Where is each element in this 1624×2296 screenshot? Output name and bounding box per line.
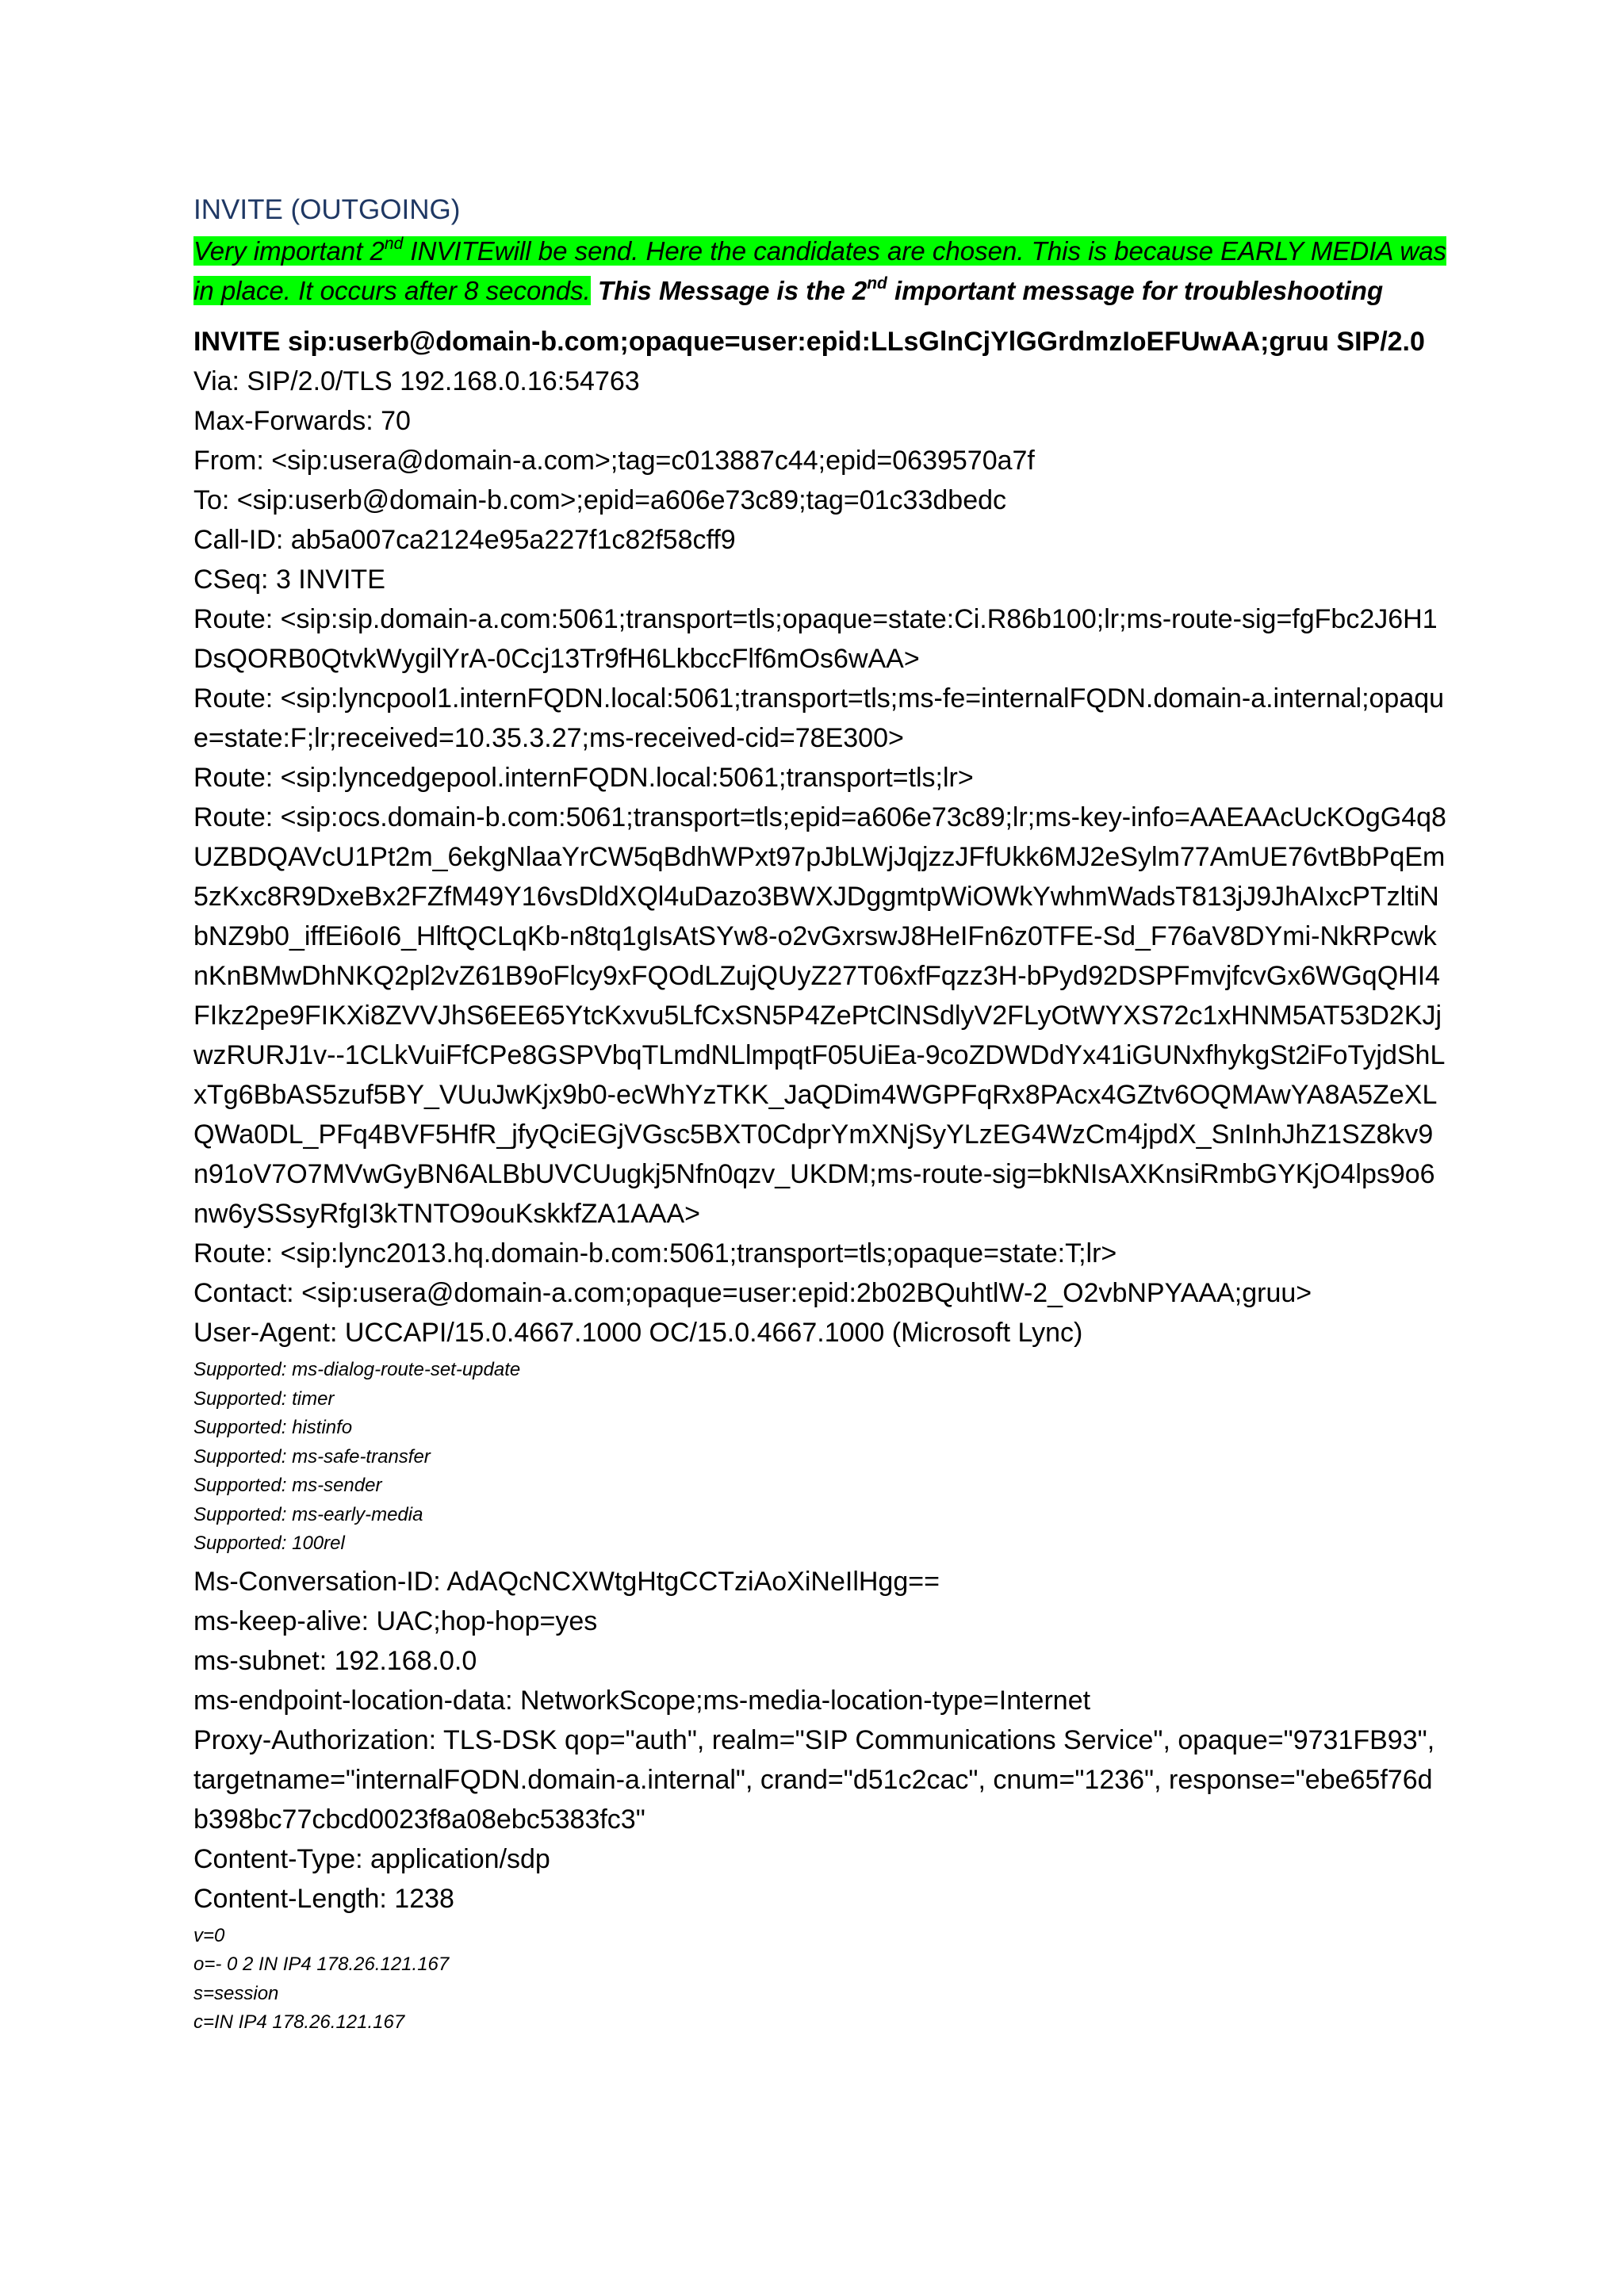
sip-headers-extra	[193, 1562, 1446, 1919]
sip-header-line: Contact: <sip:usera@domain-a.com;opaque=user:epid:2b02BQuhtlW-2_O2vbNPYAAA;gruu>	[193, 1278, 1312, 1308]
sip-header-line: Ms-Conversation-ID: AdAQcNCXWtgHtgCCTziAoXiNeIlHgg==	[193, 1566, 940, 1597]
note-highlight-text-2: INVITEwill be send. Here the candidates are chosen. This is because EARLY MEDIA was in place. It occurs after 8 seconds.	[193, 236, 1447, 305]
sip-header-line: Max-Forwards: 70	[193, 406, 411, 436]
document-page	[193, 190, 1446, 2041]
request-line: INVITE sip:userb@domain-b.com;opaque=user:epid:LLsGlnCjYlGGrdmzIoEFUwAA;gruu SIP/2.0	[193, 327, 1425, 357]
note-highlight-superscript: nd	[384, 235, 404, 253]
sdp-line: s=session	[193, 1982, 279, 2004]
sip-header-line: Route: <sip:ocs.domain-b.com:5061;transport=tls;epid=a606e73c89;lr;ms-key-info=AAEAAcUcKOgG4q8UZBDQAVcU1Pt2m_6ekgNlaaYrCW5qBdhWPxt97pJbLWjJqjzzJFfUkk6MJ2eSylm77AmUE76vtBbPqEm5zKxc8R9DxeBx2FZfM49Y16vsDldXQl4uDazo3BWXJDggmtpWiOWkYwhmWadsT813jJ9JhAIxcPTzltiNbNZ9b0_iffEi6oI6_HlftQCLqKb-n8tq1gIsAtSYw8-o2vGxrswJ8HeIFn6z0TFE-Sd_F76aV8DYmi-NkRPcwknKnBMwDhNKQ2pl2vZ61B9oFlcy9xFQOdLZujQUyZ27T06xfFqzz3H-bPyd92DSPFmvjfcvGx6WGqQHI4FIkz2pe9FIKXi8ZVVJhS6EE65YtcKxvu5LfCxSN5P4ZePtClNSdlyV2FLyOtWYXS72c1xHNM5AT53D2KJjwzRURJ1v--1CLkVuiFfCPe8GSPVbqTLmdNLlmpqtF05UiEa-9coZDWDdYx41iGUNxfhykgSt2iFoTyjdShLxTg6BbAS5zuf5BY_VUuJwKjx9b0-ecWhYzTKK_JaQDim4WGPFqRx8PAcx4GZtv6OQMAwYA8A5ZeXLQWa0DL_PFq4BVF5HfR_jfyQciEGjVGsc5BXT0CdprYmXNjSyYLzEG4WzCm4jpdX_SnInhJhZ1SZ8kv9n91oV7O7MVwGyBN6ALBbUVCUugkj5Nfn0qzv_UKDM;ms-route-sig=bkNIsAXKnsiRmbGYKjO4lps9o6nw6ySSsyRfgI3kTNTO9ouKskkfZA1AAA>	[193, 802, 1446, 1229]
supported-line: Supported: histinfo	[193, 1417, 353, 1438]
sdp-body	[193, 1922, 1446, 2038]
sip-header-line: ms-keep-alive: UAC;hop-hop=yes	[193, 1605, 598, 1636]
supported-headers	[193, 1356, 1446, 1559]
supported-line: Supported: ms-early-media	[193, 1503, 423, 1525]
sdp-line: v=0	[193, 1924, 225, 1946]
sdp-line: o=- 0 2 IN IP4 178.26.121.167	[193, 1954, 450, 1975]
note-bold-superscript: nd	[867, 274, 887, 293]
sip-header-line: User-Agent: UCCAPI/15.0.4667.1000 OC/15.0.4667.1000 (Microsoft Lync)	[193, 1318, 1083, 1348]
sip-header-line: CSeq: 3 INVITE	[193, 564, 385, 595]
sip-header-line: Via: SIP/2.0/TLS 192.168.0.16:54763	[193, 366, 640, 396]
note-highlight-text-1: Very important 2	[193, 236, 385, 266]
supported-line: Supported: ms-safe-transfer	[193, 1445, 431, 1468]
sip-header-line: To: <sip:userb@domain-b.com>;epid=a606e73c89;tag=01c33dbedc	[193, 485, 1007, 515]
supported-line: Supported: ms-sender	[193, 1475, 382, 1496]
sip-header-line: Content-Type: application/sdp	[193, 1843, 550, 1874]
section-heading: INVITE (OUTGOING)	[193, 194, 461, 225]
sip-header-line: Call-ID: ab5a007ca2124e95a227f1c82f58cff9	[193, 525, 736, 555]
note-bold-text-2: important message for troubleshooting	[887, 276, 1384, 305]
sip-header-line: Content-Length: 1238	[193, 1883, 454, 1914]
sip-header-line: Proxy-Authorization: TLS-DSK qop="auth", realm="SIP Communications Service", opaque="9731FB93", targetname="internalFQDN.domain-a.internal", crand="d51c2cac", cnum="1236", response="ebe65f76db398bc77cbcd0023f8a08ebc5383fc3"	[193, 1724, 1442, 1835]
sip-header-line: Route: <sip:lyncedgepool.internFQDN.local:5061;transport=tls;lr>	[193, 763, 974, 793]
note-bold-text-1: This Message is the 2	[590, 276, 868, 305]
troubleshooting-note	[193, 232, 1446, 311]
bold-note	[591, 276, 1383, 305]
supported-line: Supported: 100rel	[193, 1533, 345, 1554]
sip-header-line: Route: <sip:sip.domain-a.com:5061;transport=tls;opaque=state:Ci.R86b100;lr;ms-route-sig=fgFbc2J6H1DsQORB0QtvkWygilYrA-0Ccj13Tr9fH6LkbccFlf6mOs6wAA>	[193, 604, 1438, 674]
sip-header-line: ms-endpoint-location-data: NetworkScope;ms-media-location-type=Internet	[193, 1685, 1091, 1716]
sip-header-line: From: <sip:usera@domain-a.com>;tag=c013887c44;epid=0639570a7f	[193, 446, 1035, 476]
sip-header-line: Route: <sip:lync2013.hq.domain-b.com:5061;transport=tls;opaque=state:T;lr>	[193, 1238, 1117, 1269]
sip-header-line: Route: <sip:lyncpool1.internFQDN.local:5061;transport=tls;ms-fe=internalFQDN.domain-a.internal;opaque=state:F;lr;received=10.35.3.27;ms-received-cid=78E300>	[193, 683, 1445, 753]
sdp-line: c=IN IP4 178.26.121.167	[193, 2011, 405, 2033]
supported-line: Supported: timer	[193, 1387, 335, 1410]
sip-headers-main	[193, 362, 1446, 1353]
sip-header-line: ms-subnet: 192.168.0.0	[193, 1645, 477, 1676]
supported-line: Supported: ms-dialog-route-set-update	[193, 1359, 521, 1380]
sip-message	[193, 322, 1446, 2038]
